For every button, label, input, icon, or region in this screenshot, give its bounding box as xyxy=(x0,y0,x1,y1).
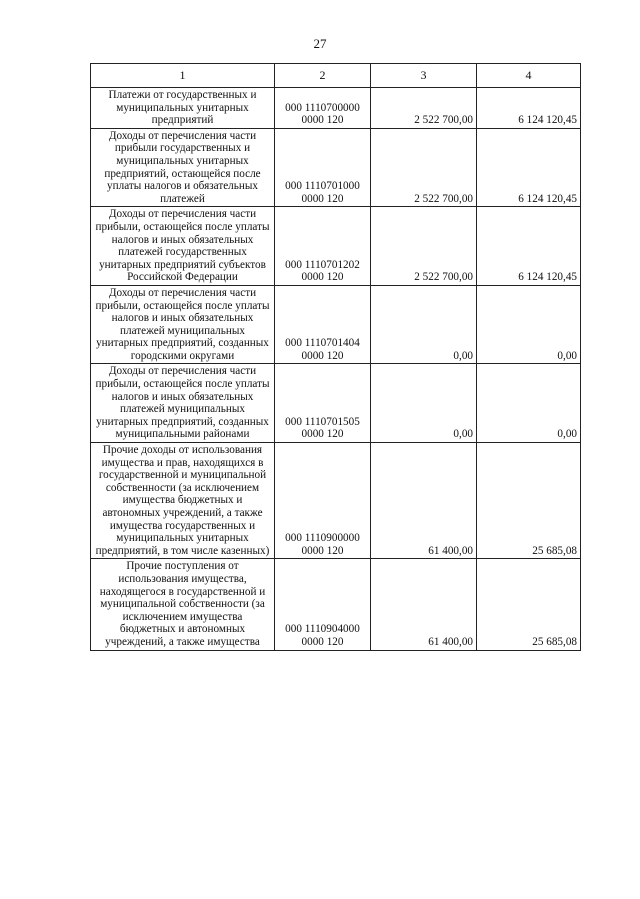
row-name: Прочие поступления от использования имущества, находящегося в государственной и муниципальной собственности (за исключением имущества бюджетных и автономных учреждений, а также имущества xyxy=(91,559,275,650)
column-header-1: 1 xyxy=(91,64,275,88)
row-code: 000 1110701505 0000 120 xyxy=(275,364,371,443)
row-plan: 2 522 700,00 xyxy=(371,88,477,129)
table-body xyxy=(91,88,581,651)
table-header xyxy=(91,64,581,88)
row-actual: 6 124 120,45 xyxy=(477,128,581,207)
column-header-3: 3 xyxy=(371,64,477,88)
row-name: Платежи от государственных и муниципальных унитарных предприятий xyxy=(91,88,275,129)
row-name: Доходы от перечисления части прибыли, остающейся после уплаты налогов и иных обязательных платежей муниципальных унитарных предприятий, созданных муниципальными районами xyxy=(91,364,275,443)
table-row xyxy=(91,285,581,364)
revenue-table xyxy=(90,63,581,651)
table-row xyxy=(91,443,581,559)
page-number: 27 xyxy=(313,36,327,51)
column-header-4: 4 xyxy=(477,64,581,88)
row-code: 000 1110904000 0000 120 xyxy=(275,559,371,650)
row-name: Прочие доходы от использования имущества и прав, находящихся в государственной и муниципальной собственности (за исключением имущества бюджетных и автономных учреждений, а также имущества государственных и муниципальных унитарных предприятий, в том числе казенных) xyxy=(91,443,275,559)
table-row xyxy=(91,88,581,129)
row-name: Доходы от перечисления части прибыли государственных и муниципальных унитарных предприятий, остающейся после уплаты налогов и обязательных платежей xyxy=(91,128,275,207)
row-plan: 0,00 xyxy=(371,364,477,443)
column-header-2: 2 xyxy=(275,64,371,88)
row-actual: 25 685,08 xyxy=(477,559,581,650)
table-row xyxy=(91,364,581,443)
row-plan: 2 522 700,00 xyxy=(371,128,477,207)
row-actual: 25 685,08 xyxy=(477,443,581,559)
row-name: Доходы от перечисления части прибыли, остающейся после уплаты налогов и иных обязательных платежей государственных унитарных предприятий субъектов Российской Федерации xyxy=(91,207,275,286)
row-name: Доходы от перечисления части прибыли, остающейся после уплаты налогов и иных обязательных платежей муниципальных унитарных предприятий, созданных городскими округами xyxy=(91,285,275,364)
row-code: 000 1110701404 0000 120 xyxy=(275,285,371,364)
row-plan: 0,00 xyxy=(371,285,477,364)
table-row xyxy=(91,559,581,650)
row-actual: 0,00 xyxy=(477,285,581,364)
row-actual: 6 124 120,45 xyxy=(477,207,581,286)
row-actual: 0,00 xyxy=(477,364,581,443)
row-code: 000 1110701202 0000 120 xyxy=(275,207,371,286)
row-code: 000 1110701000 0000 120 xyxy=(275,128,371,207)
table-row xyxy=(91,128,581,207)
row-plan: 61 400,00 xyxy=(371,559,477,650)
row-actual: 6 124 120,45 xyxy=(477,88,581,129)
row-code: 000 1110700000 0000 120 xyxy=(275,88,371,129)
row-plan: 2 522 700,00 xyxy=(371,207,477,286)
row-plan: 61 400,00 xyxy=(371,443,477,559)
header-row xyxy=(91,64,581,88)
table-row xyxy=(91,207,581,286)
row-code: 000 1110900000 0000 120 xyxy=(275,443,371,559)
